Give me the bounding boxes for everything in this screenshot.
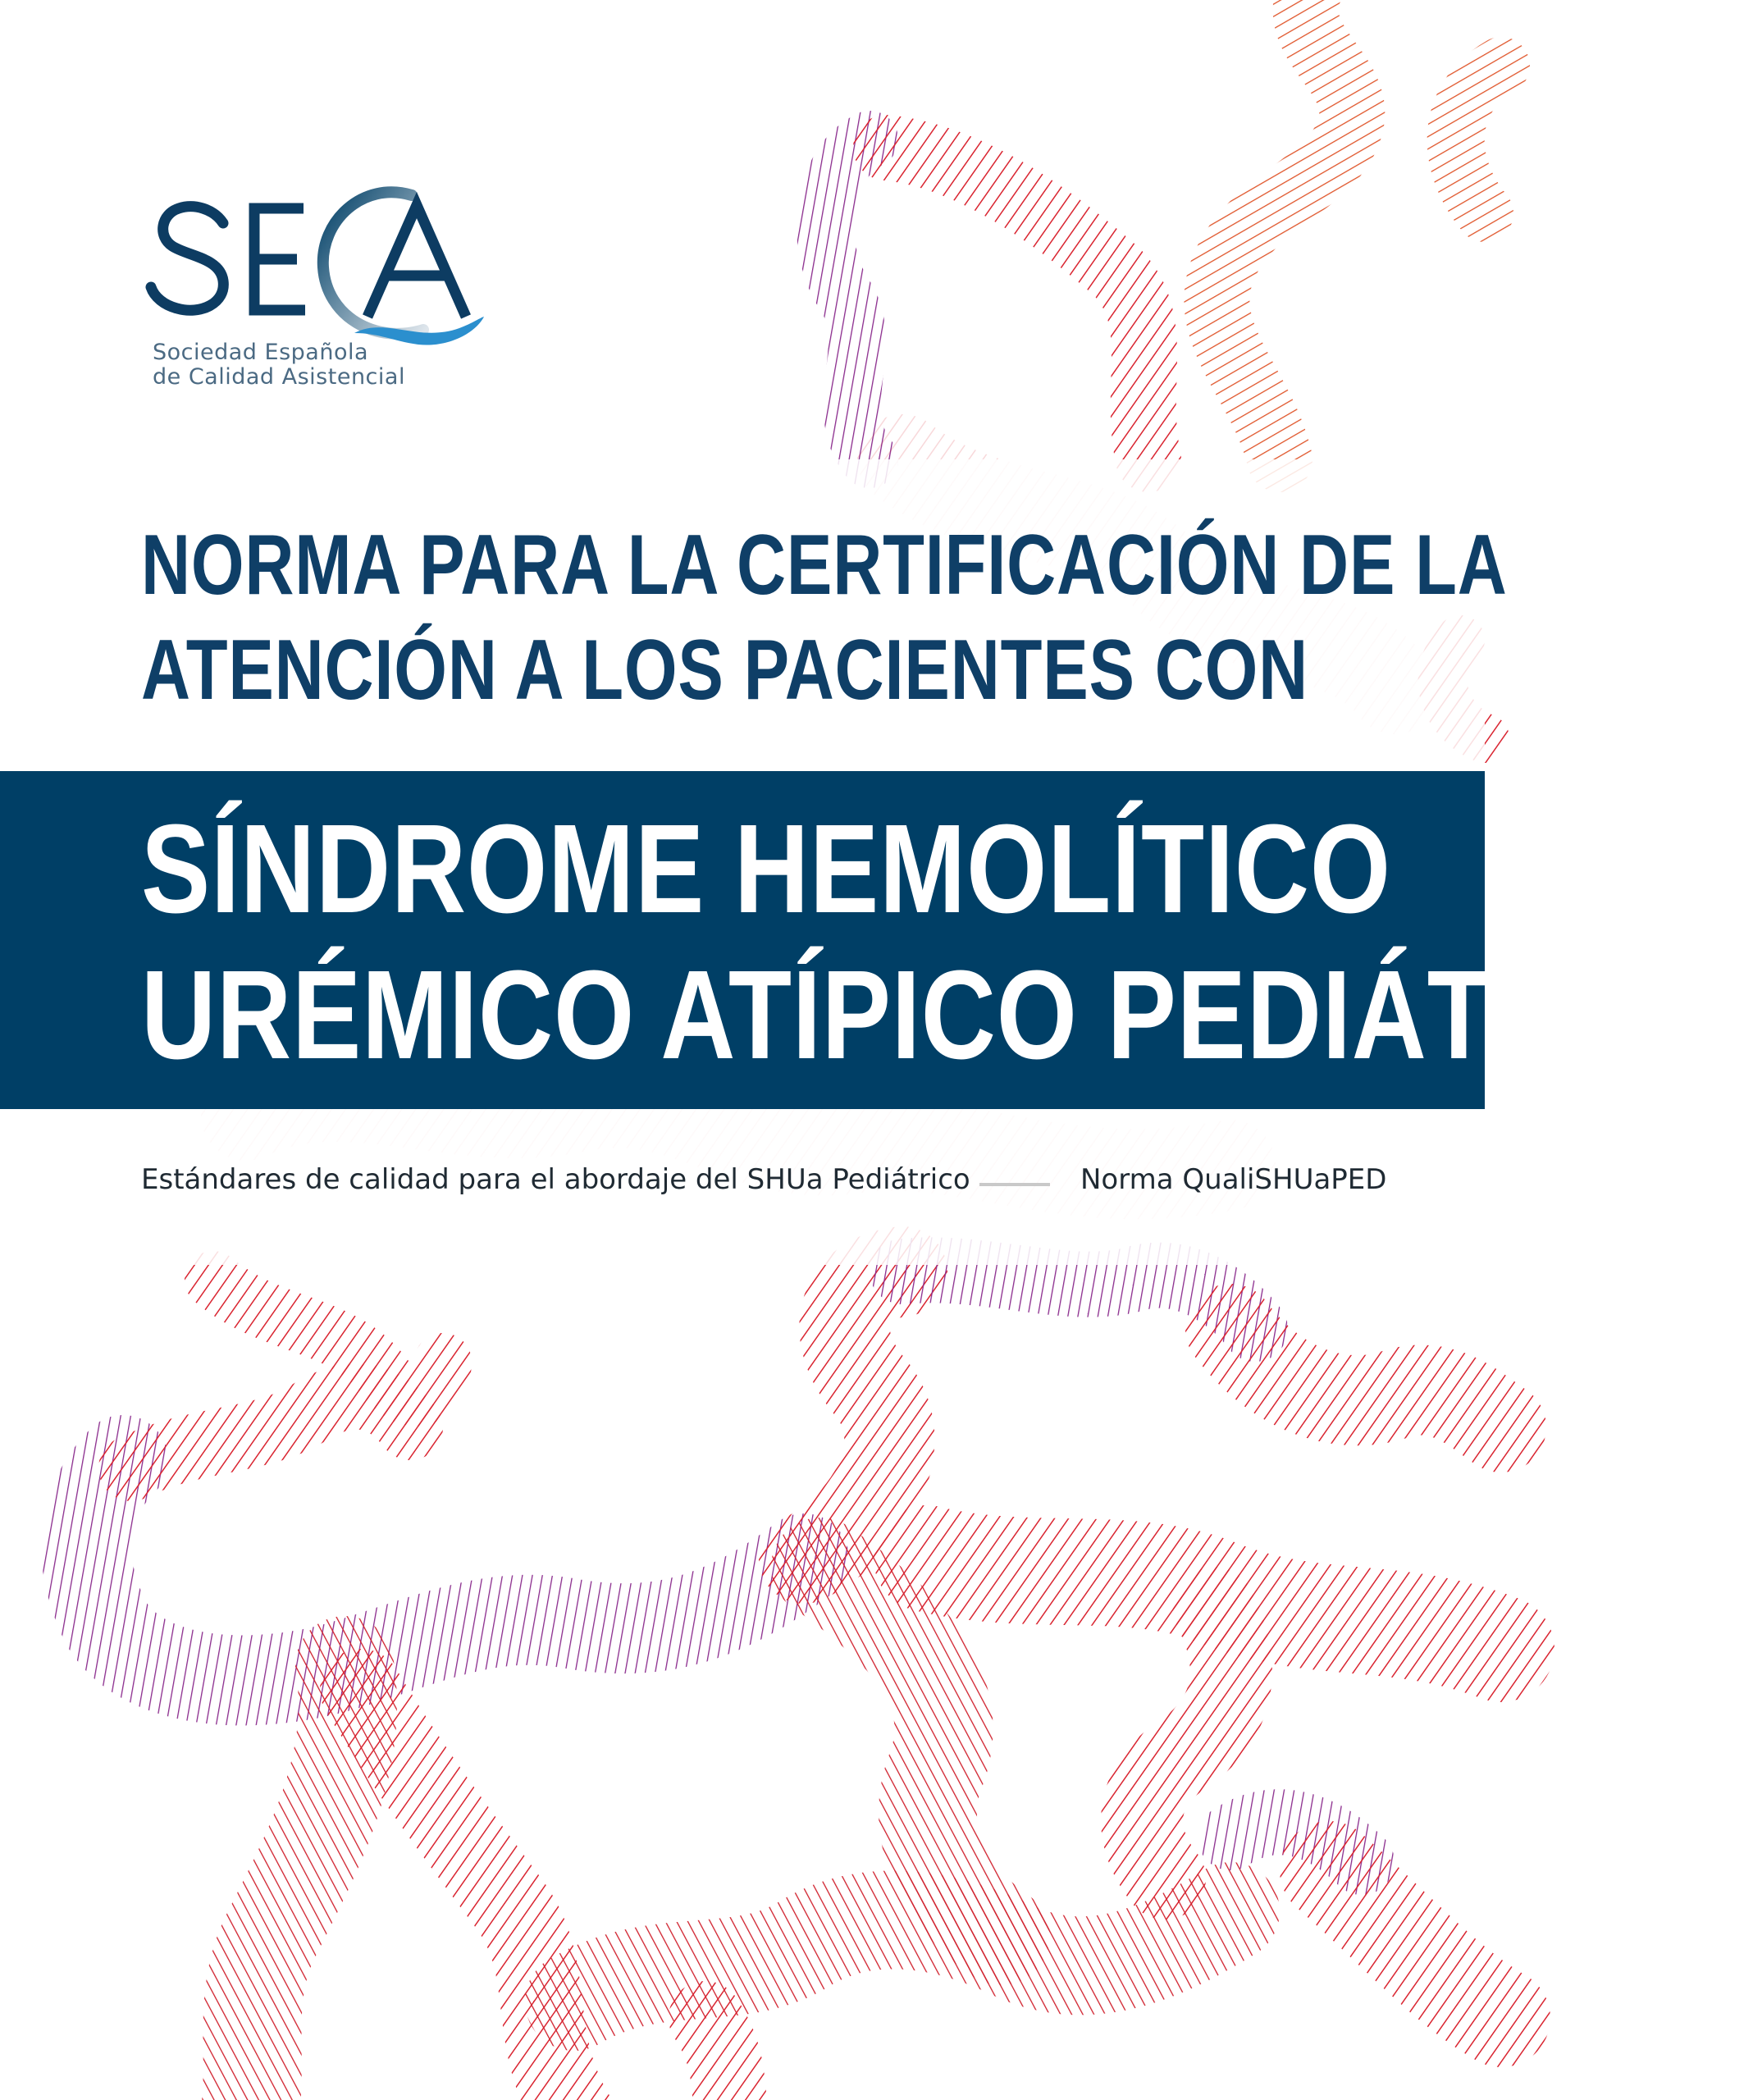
document-title — [141, 513, 1508, 723]
title-line-1: NORMA PARA LA CERTIFICACIÓN DE LA — [141, 518, 1508, 613]
title-line-2: ATENCIÓN A LOS PACIENTES CON — [141, 623, 1308, 718]
banner-line-2: URÉMICO ATÍPICO PEDIÁTRICO — [141, 944, 1753, 1085]
logo-subtitle-line1: Sociedad Española — [153, 340, 369, 365]
subtitle-row — [141, 1163, 1387, 1204]
logo-subtitle-line2: de Calidad Asistencial — [153, 364, 405, 390]
subtitle-standards: Estándares de calidad para el abordaje del SHUa Pediátrico — [141, 1163, 970, 1196]
subtitle-separator — [979, 1183, 1050, 1186]
subtitle-norma: Norma QualiSHUaPED — [1080, 1163, 1387, 1196]
title-banner — [0, 771, 1753, 1109]
seca-logo — [148, 172, 574, 394]
banner-line-1: SÍNDROME HEMOLÍTICO — [141, 798, 1391, 939]
seca-wordmark-icon — [148, 172, 558, 353]
banner-title — [141, 796, 1753, 1088]
